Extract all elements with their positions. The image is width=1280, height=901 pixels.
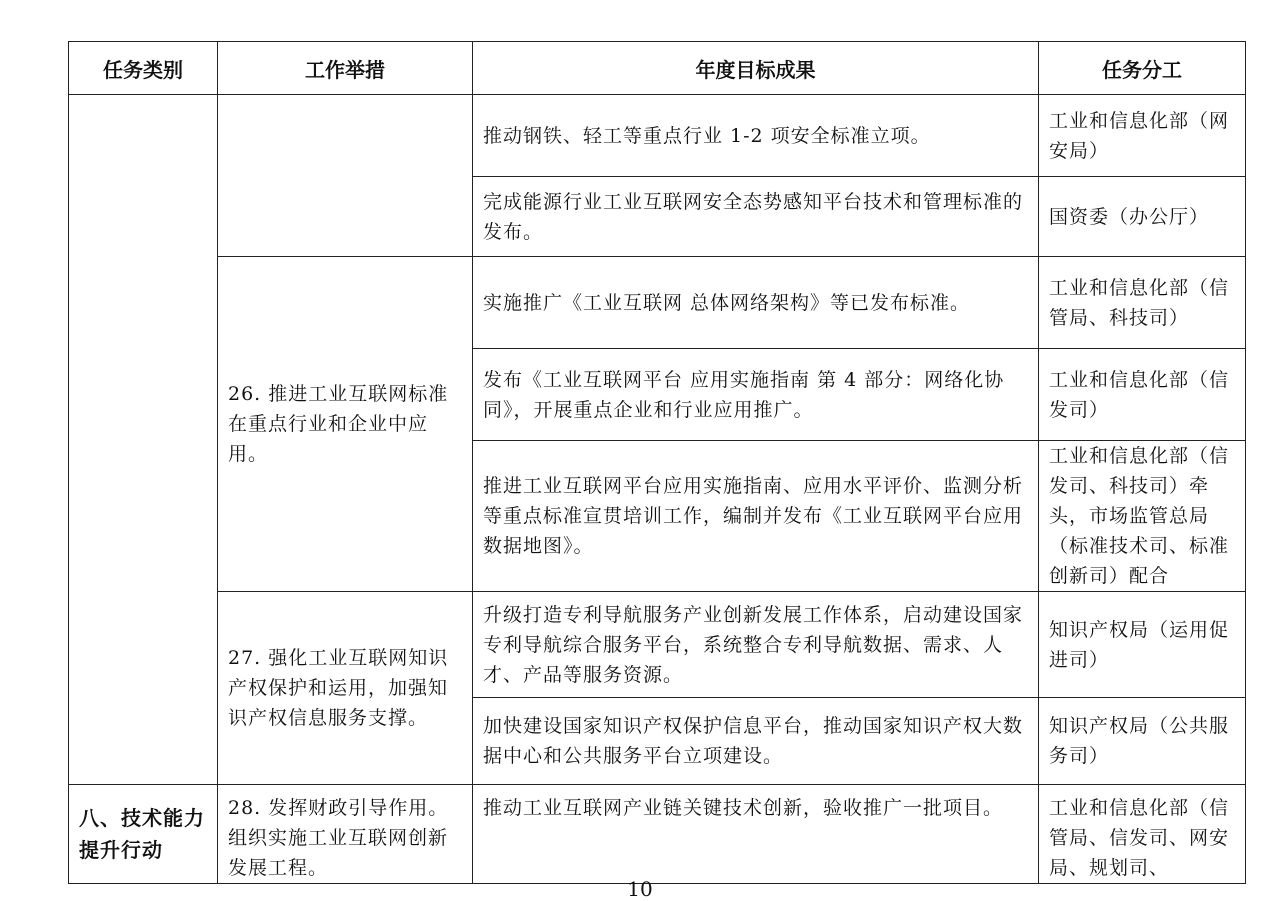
table-row [69,95,1246,177]
goal-cell: 实施推广《工业互联网 总体网络架构》等已发布标准。 [473,257,1039,349]
category-cell-empty [69,95,218,785]
owner-cell: 工业和信息化部（信发司） [1039,349,1246,441]
header-row [69,42,1246,95]
measure-cell-27: 27. 强化工业互联网知识产权保护和运用，加强知识产权信息服务支撑。 [218,592,473,785]
header-annual-goal: 年度目标成果 [473,42,1039,95]
table-row [69,592,1246,698]
owner-cell: 知识产权局（公共服务司） [1039,698,1246,785]
goal-cell: 推动钢铁、轻工等重点行业 1-2 项安全标准立项。 [473,95,1039,177]
goal-cell: 推动工业互联网产业链关键技术创新，验收推广一批项目。 [473,785,1039,884]
measure-cell-empty [218,95,473,257]
category-cell-8: 八、技术能力提升行动 [69,785,218,884]
header-work-measure: 工作举措 [218,42,473,95]
owner-cell: 工业和信息化部（信发司、科技司）牵头，市场监管总局（标准技术司、标准创新司）配合 [1039,441,1246,592]
goal-cell: 升级打造专利导航服务产业创新发展工作体系，启动建设国家专利导航综合服务平台，系统整合专利导航数据、需求、人才、产品等服务资源。 [473,592,1039,698]
owner-cell: 工业和信息化部（网安局） [1039,95,1246,177]
measure-cell-28: 28. 发挥财政引导作用。组织实施工业互联网创新发展工程。 [218,785,473,884]
measure-cell-26: 26. 推进工业互联网标准在重点行业和企业中应用。 [218,257,473,592]
page-number: 10 [627,877,653,901]
goal-cell: 发布《工业互联网平台 应用实施指南 第 4 部分：网络化协同》，开展重点企业和行业应用推广。 [473,349,1039,441]
goal-cell: 加快建设国家知识产权保护信息平台，推动国家知识产权大数据中心和公共服务平台立项建设。 [473,698,1039,785]
table-row [69,785,1246,884]
header-task-category: 任务类别 [69,42,218,95]
header-task-division: 任务分工 [1039,42,1246,95]
owner-cell: 工业和信息化部（信管局、科技司） [1039,257,1246,349]
table-row [69,257,1246,349]
goal-cell: 完成能源行业工业互联网安全态势感知平台技术和管理标准的发布。 [473,177,1039,257]
task-table [68,41,1246,884]
owner-cell: 知识产权局（运用促进司） [1039,592,1246,698]
goal-cell: 推进工业互联网平台应用实施指南、应用水平评价、监测分析等重点标准宣贯培训工作，编制并发布《工业互联网平台应用数据地图》。 [473,441,1039,592]
owner-cell: 国资委（办公厅） [1039,177,1246,257]
owner-cell: 工业和信息化部（信管局、信发司、网安局、规划司、 [1039,785,1246,884]
